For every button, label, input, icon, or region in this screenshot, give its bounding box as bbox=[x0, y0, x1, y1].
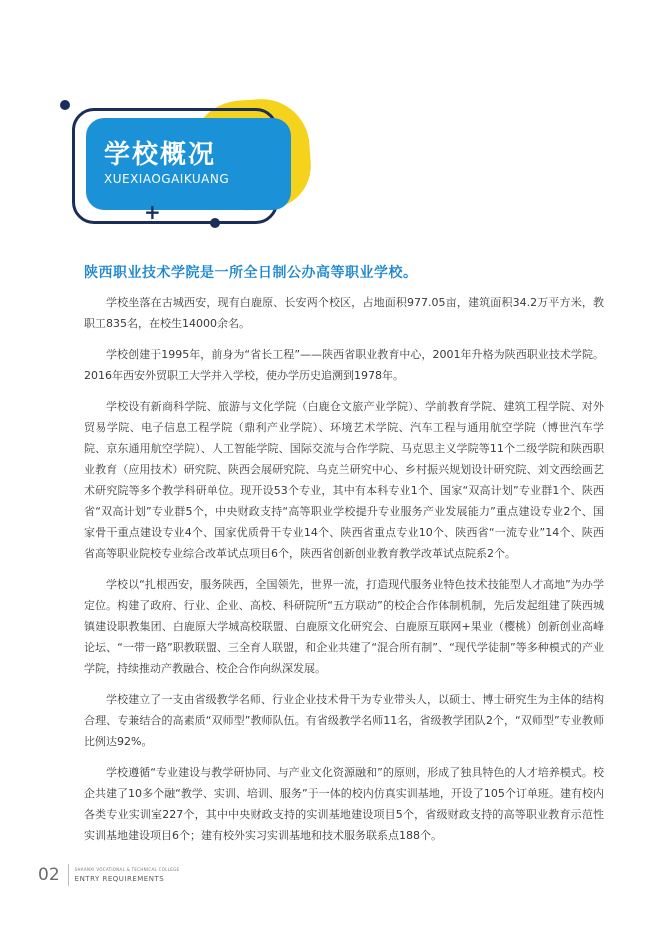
page-number: 02 bbox=[38, 865, 60, 885]
dot-decoration bbox=[60, 100, 70, 110]
section-title-pinyin: XUEXIAOGAIKUANG bbox=[104, 172, 230, 186]
section-title: 学校概况 bbox=[104, 140, 217, 170]
paragraph: 学校建立了一支由省级教学名师、行业企业技术骨干为专业带头人，以硕士、博士研究生为主体的结构合理、专兼结合的高素质“双师型”教师队伍。有省级教学名师11名，省级教学团队2个，“双师型”专业教师比例达92%。 bbox=[84, 693, 604, 748]
paragraph: 学校遵循“专业建设与教学研协同、与产业文化资源融和”的原则，形成了独具特色的人才培养模式。校企共建了10多个融“教学、实训、培训、服务”于一体的校内仿真实训基地，开设了105个订单班。建有校内各类专业实训室227个，其中中央财政支持的实训基地建设项目5个，省级财政支持的高等职业教育示范性实训基地建设项目6个；建有校外实习实训基地和技术服务联系点188个。 bbox=[84, 766, 604, 842]
footer-text bbox=[75, 866, 180, 884]
paragraph: 学校创建于1995年，前身为“省长工程”——陕西省职业教育中心，2001年升格为陕西职业技术学院。2016年西安外贸职工大学并入学校，使办学历史追溯到1978年。 bbox=[84, 348, 604, 382]
paragraph: 学校坐落在古城西安，现有白鹿原、长安两个校区，占地面积977.05亩，建筑面积34.2万平方米，教职工835名，在校生14000余名。 bbox=[84, 296, 604, 330]
section-header-graphic bbox=[60, 90, 320, 230]
footer-college-name: SHAANXI VOCATIONAL & TECHNICAL COLLEGE bbox=[74, 867, 180, 872]
body-text bbox=[84, 292, 604, 856]
dot-decoration bbox=[210, 218, 220, 228]
paragraph: 学校以“扎根西安，服务陕西，全国领先，世界一流，打造现代服务业特色技术技能型人才高地”为办学定位。构建了政府、行业、企业、高校、科研院所“五方联动”的校企合作体制机制，先后发起组建了陕西城镇建设职教集团、白鹿原大学城高校联盟、白鹿原文化研究会、白鹿原互联网+果业（樱桃）创新创业高峰论坛、“一带一路”职教联盟、三全育人联盟，和企业共建了“混合所有制”、“现代学徒制”等多种模式的产业学院，持续推动产教融合、校企合作向纵深发展。 bbox=[84, 578, 604, 675]
page-footer bbox=[38, 862, 179, 888]
footer-divider bbox=[68, 864, 69, 886]
paragraph: 学校设有新商科学院、旅游与文化学院（白鹿仓文旅产业学院）、学前教育学院、建筑工程学院、对外贸易学院、电子信息工程学院（鼎利产业学院）、环境艺术学院、汽车工程与通用航空学院（博世汽车学院、京东通用航空学院）、人工智能学院、国际交流与合作学院、马克思主义学院等11个二级学院和陕西职业教育（应用技术）研究院、陕西会展研究院、乌克兰研究中心、乡村振兴规划设计研究院、刘文西绘画艺术研究院等多个教学科研单位。现开设53个专业，其中有本科专业1个、国家“双高计划”专业群1个、陕西省“双高计划”专业群5个，中央财政支持“高等职业学校提升专业服务产业发展能力”重点建设专业2个、国家骨干重点建设专业4个、国家优质骨干专业14个、陕西省重点专业10个、陕西省“一流专业”14个、陕西省高等职业院校专业综合改革试点项目6个，陕西省创新创业教育教学改革试点院系2个。 bbox=[84, 400, 604, 560]
plus-icon: + bbox=[144, 200, 161, 224]
lead-sentence: 陕西职业技术学院是一所全日制公办高等职业学校。 bbox=[84, 265, 418, 281]
footer-section-label: ENTRY REQUIREMENTS bbox=[74, 875, 165, 883]
